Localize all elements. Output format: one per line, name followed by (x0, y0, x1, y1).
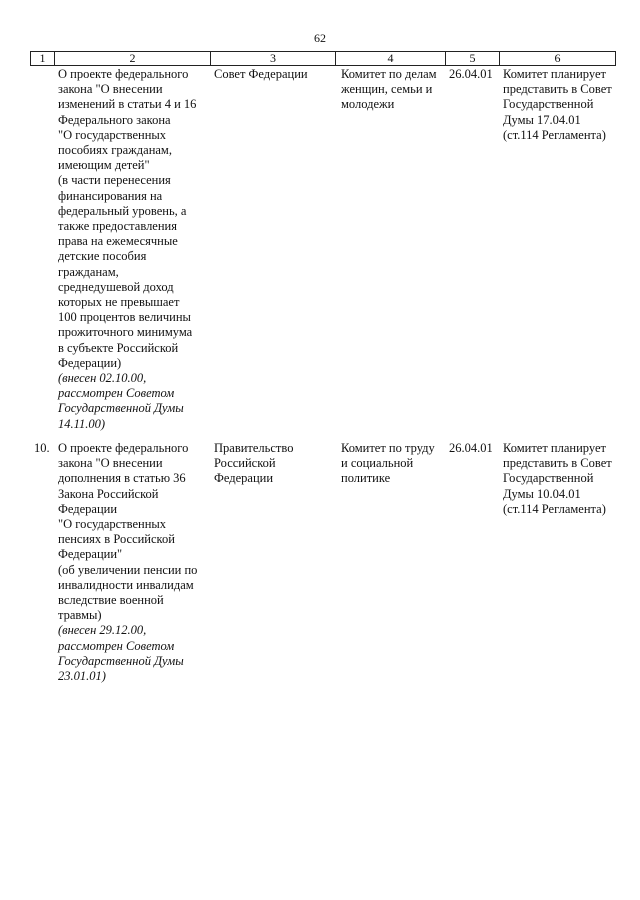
row-number: 10. (34, 441, 50, 455)
submission-note-line: 23.01.01) (58, 669, 106, 684)
date-cell: 26.04.01 (449, 67, 493, 81)
submission-note-line: рассмотрен Советом (58, 386, 175, 401)
text-line: финансирования на (58, 188, 163, 203)
submission-note-line: рассмотрен Советом (58, 638, 175, 653)
text-line: прожиточного минимума (58, 325, 193, 340)
initiator-cell (210, 67, 335, 432)
column-header-3: 3 (211, 52, 336, 65)
text-line: Комитет планирует (503, 441, 606, 455)
text-line: и социальной (341, 456, 414, 471)
text-line: Государственной (503, 97, 594, 112)
text-line: пособиях гражданам, (58, 143, 172, 158)
text-line: Комитет по делам (341, 67, 437, 81)
text-line: Правительство (214, 441, 294, 455)
text-line: политике (341, 471, 391, 486)
committee-cell (335, 441, 445, 684)
initiator-cell (210, 441, 335, 684)
text-line: в субъекте Российской (58, 340, 179, 355)
text-line: изменений в статьи 4 и 16 (58, 97, 197, 112)
text-line: молодежи (341, 97, 395, 112)
text-line: гражданам, (58, 264, 119, 279)
text-line: дополнения в статью 36 (58, 471, 186, 486)
table-row (30, 67, 614, 432)
text-line: Федерации (214, 471, 274, 486)
text-line: Российской (214, 456, 276, 471)
text-line: права на ежемесячные (58, 234, 178, 249)
text-line: представить в Совет (503, 82, 612, 97)
text-line: закона "О внесении (58, 456, 163, 471)
committee-cell (335, 67, 445, 432)
text-line: О проекте федерального (58, 67, 189, 81)
text-line: Государственной (503, 471, 594, 486)
table-header (30, 51, 616, 66)
bill-title-cell (54, 441, 210, 684)
text-line: (ст.114 Регламента) (503, 127, 606, 142)
column-header-2: 2 (55, 52, 211, 65)
plan-cell (499, 67, 614, 432)
submission-note-line: Государственной Думы (58, 653, 184, 668)
text-line: (ст.114 Регламента) (503, 501, 606, 516)
page-number: 62 (314, 31, 326, 45)
text-line: О проекте федерального (58, 441, 189, 455)
column-header-5: 5 (446, 52, 500, 65)
text-line: (об увеличении пенсии по (58, 562, 198, 577)
text-line: Закона Российской (58, 486, 159, 501)
text-line: Думы 10.04.01 (503, 486, 581, 501)
column-header-6: 6 (554, 51, 561, 65)
date-cell: 26.04.01 (449, 441, 493, 455)
text-line: представить в Совет (503, 456, 612, 471)
row-number (30, 67, 54, 432)
text-line: Федерального закона (58, 112, 171, 127)
plan-cell (499, 441, 614, 684)
submission-note-line: Государственной Думы (58, 401, 184, 416)
text-line: имеющим детей" (58, 158, 150, 173)
text-line: "О государственных (58, 127, 167, 142)
submission-note-line: (внесен 02.10.00, (58, 371, 147, 386)
text-line: Комитет по труду (341, 441, 435, 455)
text-line: Федерации (58, 501, 118, 516)
text-line: инвалидности инвалидам (58, 577, 194, 592)
text-line: Совет Федерации (214, 67, 308, 81)
table-row (30, 441, 614, 684)
bill-title-cell (54, 67, 210, 432)
text-line: пенсиях в Российской (58, 532, 175, 547)
submission-note-line: (внесен 29.12.00, (58, 623, 147, 638)
column-header-1: 1 (31, 52, 55, 65)
text-line: вследствие военной (58, 593, 164, 608)
text-line: травмы) (58, 608, 102, 623)
text-line: "О государственных (58, 517, 167, 532)
text-line: Думы 17.04.01 (503, 112, 581, 127)
text-line: 100 процентов величины (58, 310, 191, 325)
text-line: Федерации) (58, 355, 122, 370)
column-header-4: 4 (336, 52, 446, 65)
text-line: федеральный уровень, а (58, 203, 187, 218)
text-line: Федерации" (58, 547, 123, 562)
text-line: Комитет планирует (503, 67, 606, 81)
submission-note-line: 14.11.00) (58, 416, 105, 431)
text-line: женщин, семьи и (341, 82, 433, 97)
text-line: среднедушевой доход (58, 279, 174, 294)
text-line: которых не превышает (58, 295, 180, 310)
text-line: детские пособия (58, 249, 147, 264)
text-line: также предоставления (58, 219, 177, 234)
text-line: (в части перенесения (58, 173, 171, 188)
text-line: закона "О внесении (58, 82, 163, 97)
